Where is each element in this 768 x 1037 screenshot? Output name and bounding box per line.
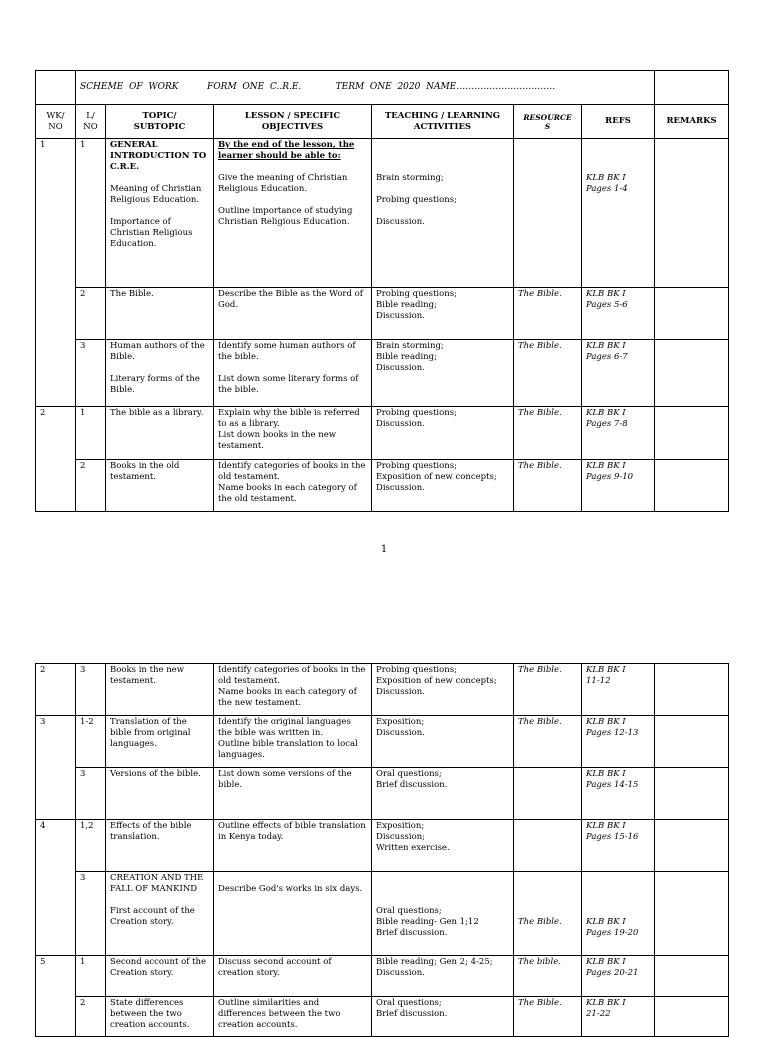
col-week: WK/ NO	[36, 105, 76, 139]
refs-cell: KLB BK I Pages 9-10	[582, 460, 655, 512]
table-body-page-1	[36, 139, 729, 512]
topic-text: The Bible.	[110, 289, 154, 299]
resources-cell: The Bible.	[514, 288, 582, 340]
topic-text: Translation of the bible from original languages.	[110, 717, 191, 749]
objective-text: Outline effects of bible translation in Kenya today.	[218, 821, 366, 842]
topic-text: The bible as a library.	[110, 408, 204, 418]
objectives-cell	[214, 820, 372, 872]
objective-heading: By the end of the lesson, the learner should be able to:	[218, 140, 355, 161]
resources-cell: The Bible.	[514, 716, 582, 768]
week-cell: 5	[36, 956, 76, 1037]
resources-cell: The Bible.	[514, 340, 582, 407]
topic-cell	[106, 872, 214, 956]
resources-text: The Bible.	[518, 917, 562, 927]
refs-cell: KLB BK I Pages 7-8	[582, 407, 655, 460]
remarks-cell	[655, 820, 729, 872]
lesson-number-cell: 1,2	[76, 820, 106, 872]
refs-cell	[582, 872, 655, 956]
activity-text: Discussion.	[376, 217, 425, 227]
objectives-cell	[214, 956, 372, 997]
activity-text: Probing questions; Bible reading; Discussion.	[376, 289, 457, 321]
activity-text: Oral questions; Brief discussion.	[376, 769, 448, 790]
topic-cell	[106, 956, 214, 997]
remarks-cell	[655, 288, 729, 340]
remarks-cell	[655, 956, 729, 997]
objective-text: Describe God's works in six days.	[218, 884, 363, 894]
remarks-cell	[655, 997, 729, 1037]
remarks-cell	[655, 340, 729, 407]
objective-text: Give the meaning of Christian Religious Education.	[218, 173, 348, 194]
topic-text: First account of the Creation story.	[110, 906, 195, 927]
col-refs: REFS	[582, 105, 655, 139]
objective-text: Identify the original languages the bible was written in. Outline bible translation to local languages.	[218, 717, 358, 760]
topic-cell	[106, 460, 214, 512]
topic-cell	[106, 340, 214, 407]
resources-cell	[514, 139, 582, 288]
objective-text: Identify some human authors of the bible.	[218, 341, 356, 362]
topic-cell	[106, 997, 214, 1037]
activities-cell	[372, 407, 514, 460]
refs-cell: KLB BK I Pages 5-6	[582, 288, 655, 340]
topic-cell	[106, 664, 214, 716]
lesson-number-cell: 3	[76, 768, 106, 820]
week-cell: 1	[36, 139, 76, 407]
table-row	[36, 288, 729, 340]
objectives-cell	[214, 407, 372, 460]
topic-cell	[106, 139, 214, 288]
resources-cell	[514, 872, 582, 956]
objectives-cell	[214, 664, 372, 716]
topic-cell	[106, 288, 214, 340]
resources-cell: The Bible.	[514, 460, 582, 512]
topic-cell	[106, 716, 214, 768]
objective-text: Explain why the bible is referred to as a library. List down books in the new testament.	[218, 408, 360, 451]
lesson-number-cell: 1-2	[76, 716, 106, 768]
col-topic: TOPIC/ SUBTOPIC	[106, 105, 214, 139]
week-cell: 4	[36, 820, 76, 956]
activities-cell	[372, 139, 514, 288]
lesson-number-cell: 2	[76, 997, 106, 1037]
activities-cell	[372, 716, 514, 768]
table-row	[36, 340, 729, 407]
topic-text: Literary forms of the Bible.	[110, 374, 200, 395]
remarks-cell	[655, 872, 729, 956]
resources-cell: The Bible.	[514, 997, 582, 1037]
remarks-cell	[655, 139, 729, 288]
col-activities: TEACHING / LEARNING ACTIVITIES	[372, 105, 514, 139]
objective-text: List down some versions of the bible.	[218, 769, 352, 790]
table-row	[36, 872, 729, 956]
activity-text: Probing questions; Discussion.	[376, 408, 457, 429]
table-row	[36, 820, 729, 872]
objectives-cell	[214, 768, 372, 820]
objective-text: List down some literary forms of the bible.	[218, 374, 359, 395]
table-row	[36, 460, 729, 512]
lesson-number-cell: 3	[76, 872, 106, 956]
objectives-cell	[214, 288, 372, 340]
scheme-table-page-1	[35, 70, 729, 512]
objectives-cell	[214, 997, 372, 1037]
column-header-row	[36, 105, 729, 139]
remarks-cell	[655, 460, 729, 512]
remarks-cell	[655, 716, 729, 768]
table-body-page-2	[36, 664, 729, 1037]
topic-text: Human authors of the Bible.	[110, 341, 205, 362]
remarks-cell	[655, 768, 729, 820]
activities-cell	[372, 820, 514, 872]
activity-text: Oral questions; Bible reading- Gen 1;12 Brief discussion.	[376, 906, 479, 938]
col-resources: RESOURCE S	[514, 105, 582, 139]
topic-cell	[106, 407, 214, 460]
col-remarks: REMARKS	[655, 105, 729, 139]
week-cell: 2	[36, 407, 76, 512]
activities-cell	[372, 460, 514, 512]
lesson-number-cell: 3	[76, 664, 106, 716]
table-row	[36, 139, 729, 288]
refs-cell: KLB BK I Pages 15-16	[582, 820, 655, 872]
activities-cell	[372, 288, 514, 340]
objective-text: Identify categories of books in the old testament. Name books in each category of the old testament.	[218, 461, 366, 504]
objective-text: Outline similarities and differences between the two creation accounts.	[218, 998, 341, 1030]
resources-cell	[514, 820, 582, 872]
topic-text: Meaning of Christian Religious Education.	[110, 184, 202, 205]
activities-cell	[372, 768, 514, 820]
topic-text: Effects of the bible translation.	[110, 821, 192, 842]
activity-text: Oral questions; Brief discussion.	[376, 998, 448, 1019]
page-number: 1	[380, 544, 388, 555]
topic-cell	[106, 820, 214, 872]
objective-text: Describe the Bible as the Word of God.	[218, 289, 363, 310]
table-row	[36, 997, 729, 1037]
activities-cell	[372, 872, 514, 956]
lesson-number-cell: 1	[76, 139, 106, 288]
resources-cell: The Bible.	[514, 664, 582, 716]
resources-cell	[514, 768, 582, 820]
activities-cell	[372, 956, 514, 997]
remarks-cell	[655, 407, 729, 460]
remarks-cell	[655, 664, 729, 716]
refs-cell: KLB BK I 21-22	[582, 997, 655, 1037]
lesson-number-cell: 3	[76, 340, 106, 407]
lesson-number-cell: 1	[76, 407, 106, 460]
activity-text: Probing questions; Exposition of new concepts; Discussion.	[376, 665, 497, 697]
objective-text: Identify categories of books in the old testament. Name books in each category of the new testament.	[218, 665, 366, 708]
activity-text: Brain storming; Bible reading; Discussion.	[376, 341, 444, 373]
activities-cell	[372, 664, 514, 716]
week-cell: 3	[36, 716, 76, 820]
activity-text: Brain storming;	[376, 173, 444, 183]
table-row	[36, 664, 729, 716]
table-row	[36, 956, 729, 997]
refs-text: KLB BK I Pages 1-4	[586, 173, 628, 194]
table-row	[36, 407, 729, 460]
topic-text: Books in the old testament.	[110, 461, 180, 482]
topic-text: State differences between the two creation accounts.	[110, 998, 190, 1030]
topic-cell	[106, 768, 214, 820]
activity-text: Exposition; Discussion.	[376, 717, 425, 738]
activity-text: Probing questions; Exposition of new concepts; Discussion.	[376, 461, 497, 493]
table-row	[36, 716, 729, 768]
table-row	[36, 768, 729, 820]
lesson-number-cell: 2	[76, 460, 106, 512]
scheme-table-page-2	[35, 663, 729, 1037]
refs-text: KLB BK I Pages 19-20	[586, 917, 639, 938]
resources-cell: The Bible.	[514, 407, 582, 460]
title-row	[36, 71, 729, 105]
activity-text: Bible reading; Gen 2; 4-25; Discussion.	[376, 957, 493, 978]
topic-text: Importance of Christian Religious Education.	[110, 217, 193, 249]
week-cell: 2	[36, 664, 76, 716]
col-lesson: L/ NO	[76, 105, 106, 139]
objectives-cell	[214, 340, 372, 407]
refs-cell: KLB BK I Pages 14-15	[582, 768, 655, 820]
refs-cell	[582, 139, 655, 288]
topic-text: Versions of the bible.	[110, 769, 201, 779]
activity-text: Probing questions;	[376, 195, 457, 205]
topic-heading: CREATION AND THE FALL OF MANKIND	[110, 873, 204, 894]
objectives-cell	[214, 139, 372, 288]
objective-text: Discuss second account of creation story.	[218, 957, 332, 978]
objectives-cell	[214, 872, 372, 956]
refs-cell: KLB BK I 11-12	[582, 664, 655, 716]
refs-cell: KLB BK I Pages 12-13	[582, 716, 655, 768]
activities-cell	[372, 340, 514, 407]
refs-cell: KLB BK I Pages 20-21	[582, 956, 655, 997]
topic-heading: GENERAL INTRODUCTION TO C.R.E.	[110, 140, 207, 172]
topic-text: Second account of the Creation story.	[110, 957, 207, 978]
activities-cell	[372, 997, 514, 1037]
objective-text: Outline importance of studying Christian Religious Education.	[218, 206, 353, 227]
refs-cell: KLB BK I Pages 6-7	[582, 340, 655, 407]
document-title: SCHEME OF WORK FORM ONE C..R.E. TERM ONE 2020 NAME……………………………	[76, 71, 655, 105]
lesson-number-cell: 1	[76, 956, 106, 997]
topic-text: Books in the new testament.	[110, 665, 184, 686]
objectives-cell	[214, 460, 372, 512]
lesson-number-cell: 2	[76, 288, 106, 340]
col-objectives: LESSON / SPECIFIC OBJECTIVES	[214, 105, 372, 139]
activity-text: Exposition; Discussion; Written exercise.	[376, 821, 450, 853]
objectives-cell	[214, 716, 372, 768]
resources-cell: The bible.	[514, 956, 582, 997]
